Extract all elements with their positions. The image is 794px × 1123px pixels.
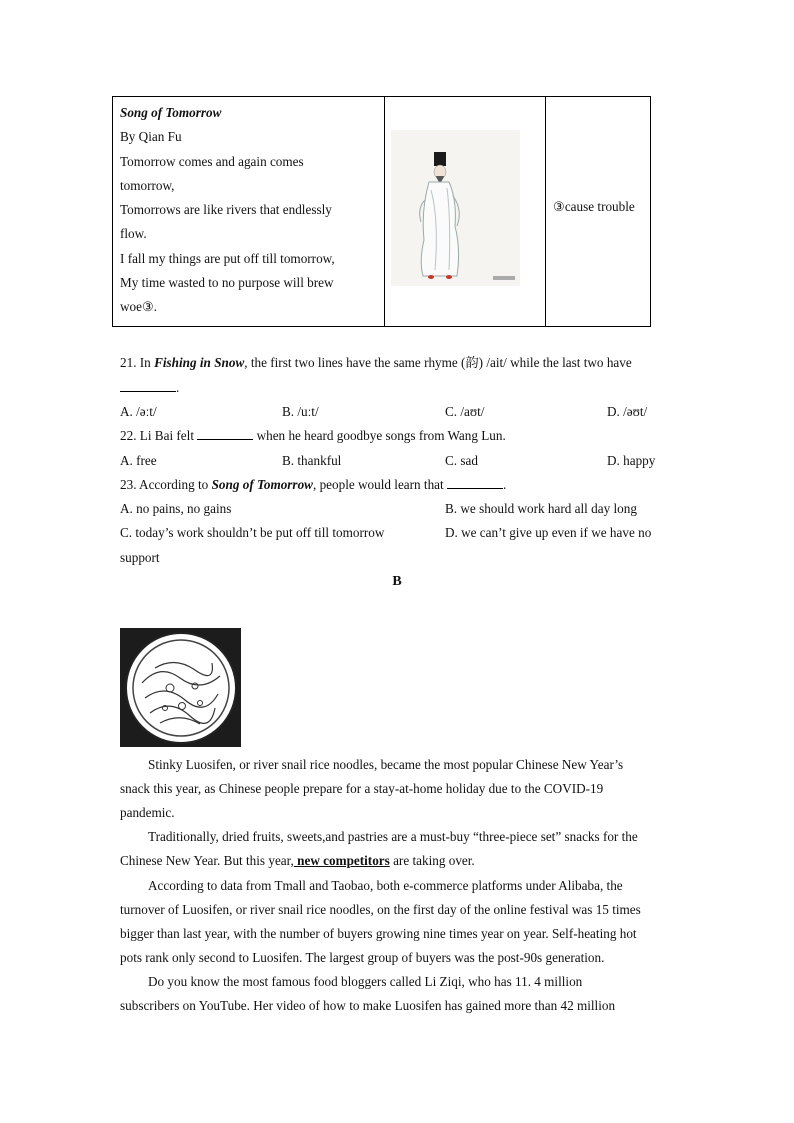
question-text: . bbox=[176, 380, 180, 395]
luosifen-bowl-image bbox=[120, 628, 241, 747]
question-text: 22. Li Bai felt bbox=[120, 428, 198, 443]
poem-line: tomorrow, bbox=[120, 177, 175, 193]
poem-title: Song of Tomorrow bbox=[120, 105, 222, 120]
option-c: C. today’s work shouldn’t be put off till tomorrow bbox=[120, 525, 385, 540]
poem-table bbox=[112, 96, 651, 327]
annotation-cell bbox=[546, 97, 650, 326]
option-a: A. free bbox=[120, 453, 157, 468]
question-text: . bbox=[503, 477, 507, 492]
annotation-note: ③cause trouble bbox=[553, 199, 635, 214]
answer-blank bbox=[447, 476, 503, 489]
paragraph-text: are taking over. bbox=[389, 853, 475, 868]
option-b: B. /uːt/ bbox=[282, 404, 319, 419]
poem-line: woe③. bbox=[120, 299, 158, 315]
option-b: B. thankful bbox=[282, 453, 342, 468]
section-heading: B bbox=[392, 574, 402, 589]
paragraph-line: Stinky Luosifen, or river snail rice noodles, became the most popular Chinese New Year’s bbox=[148, 757, 624, 772]
paragraph-text: Chinese New Year. But this year, bbox=[120, 853, 294, 868]
option-c: C. /aʊt/ bbox=[445, 404, 485, 419]
answer-blank bbox=[120, 379, 176, 392]
option-d: D. happy bbox=[607, 453, 656, 468]
poem-line: flow. bbox=[120, 226, 147, 242]
paragraph-line: pandemic. bbox=[120, 805, 175, 820]
poet-portrait-image bbox=[391, 130, 520, 286]
paragraph-line: Traditionally, dried fruits, sweets,and pastries are a must-buy “three-piece set” snacks for the bbox=[148, 829, 638, 844]
question-text: , the first two lines have the same rhyme (韵) /ait/ while the last two have bbox=[244, 355, 632, 370]
option-a: A. no pains, no gains bbox=[120, 501, 232, 516]
poem-line: Tomorrows are like rivers that endlessly bbox=[120, 202, 332, 218]
poem-title-ref: Song of Tomorrow bbox=[211, 477, 313, 492]
poem-author: By Qian Fu bbox=[120, 129, 182, 145]
paragraph-line: snack this year, as Chinese people prepare for a stay-at-home holiday due to the COVID-19 bbox=[120, 781, 604, 796]
question-text: when he heard goodbye songs from Wang Lun. bbox=[253, 428, 506, 443]
portrait-cell bbox=[385, 97, 546, 326]
paragraph-line: turnover of Luosifen, or river snail rice noodles, on the first day of the online festival was 15 times bbox=[120, 902, 641, 917]
option-a: A. /əːt/ bbox=[120, 404, 157, 419]
question-23-stem bbox=[120, 476, 506, 494]
paragraph-line: According to data from Tmall and Taobao, both e-commerce platforms under Alibaba, the bbox=[148, 878, 623, 893]
poem-line: I fall my things are put off till tomorrow, bbox=[120, 250, 335, 266]
paragraph-line: pots rank only second to Luosifen. The largest group of buyers was the post-90s generation. bbox=[120, 950, 605, 965]
question-text: , people would learn that bbox=[312, 477, 448, 492]
question-text: 23. According to bbox=[120, 477, 212, 492]
question-21-stem bbox=[120, 354, 632, 372]
option-d: D. /əʊt/ bbox=[607, 404, 648, 419]
answer-blank bbox=[197, 427, 253, 440]
question-22-stem bbox=[120, 427, 506, 445]
option-c: C. sad bbox=[445, 453, 478, 468]
paragraph-line: subscribers on YouTube. Her video of how to make Luosifen has gained more than 42 million bbox=[120, 998, 616, 1013]
poem-text-cell bbox=[113, 97, 385, 326]
paragraph-line: Do you know the most famous food bloggers called Li Ziqi, who has 11. 4 million bbox=[148, 974, 583, 989]
poem-title-ref: Fishing in Snow bbox=[154, 355, 245, 370]
poem-line: My time wasted to no purpose will brew bbox=[120, 275, 334, 291]
option-d: D. we can’t give up even if we have no bbox=[445, 525, 652, 540]
option-d-continued: support bbox=[120, 550, 160, 565]
option-b: B. we should work hard all day long bbox=[445, 501, 637, 516]
question-21-blank-line bbox=[120, 379, 179, 397]
paragraph-line bbox=[120, 852, 475, 870]
paragraph-line: bigger than last year, with the number of buyers growing nine times year on year. Self-heating hot bbox=[120, 926, 637, 941]
underlined-phrase: new competitors bbox=[293, 853, 390, 868]
question-text: 21. In bbox=[120, 355, 155, 370]
poem-line: Tomorrow comes and again comes bbox=[120, 153, 304, 169]
